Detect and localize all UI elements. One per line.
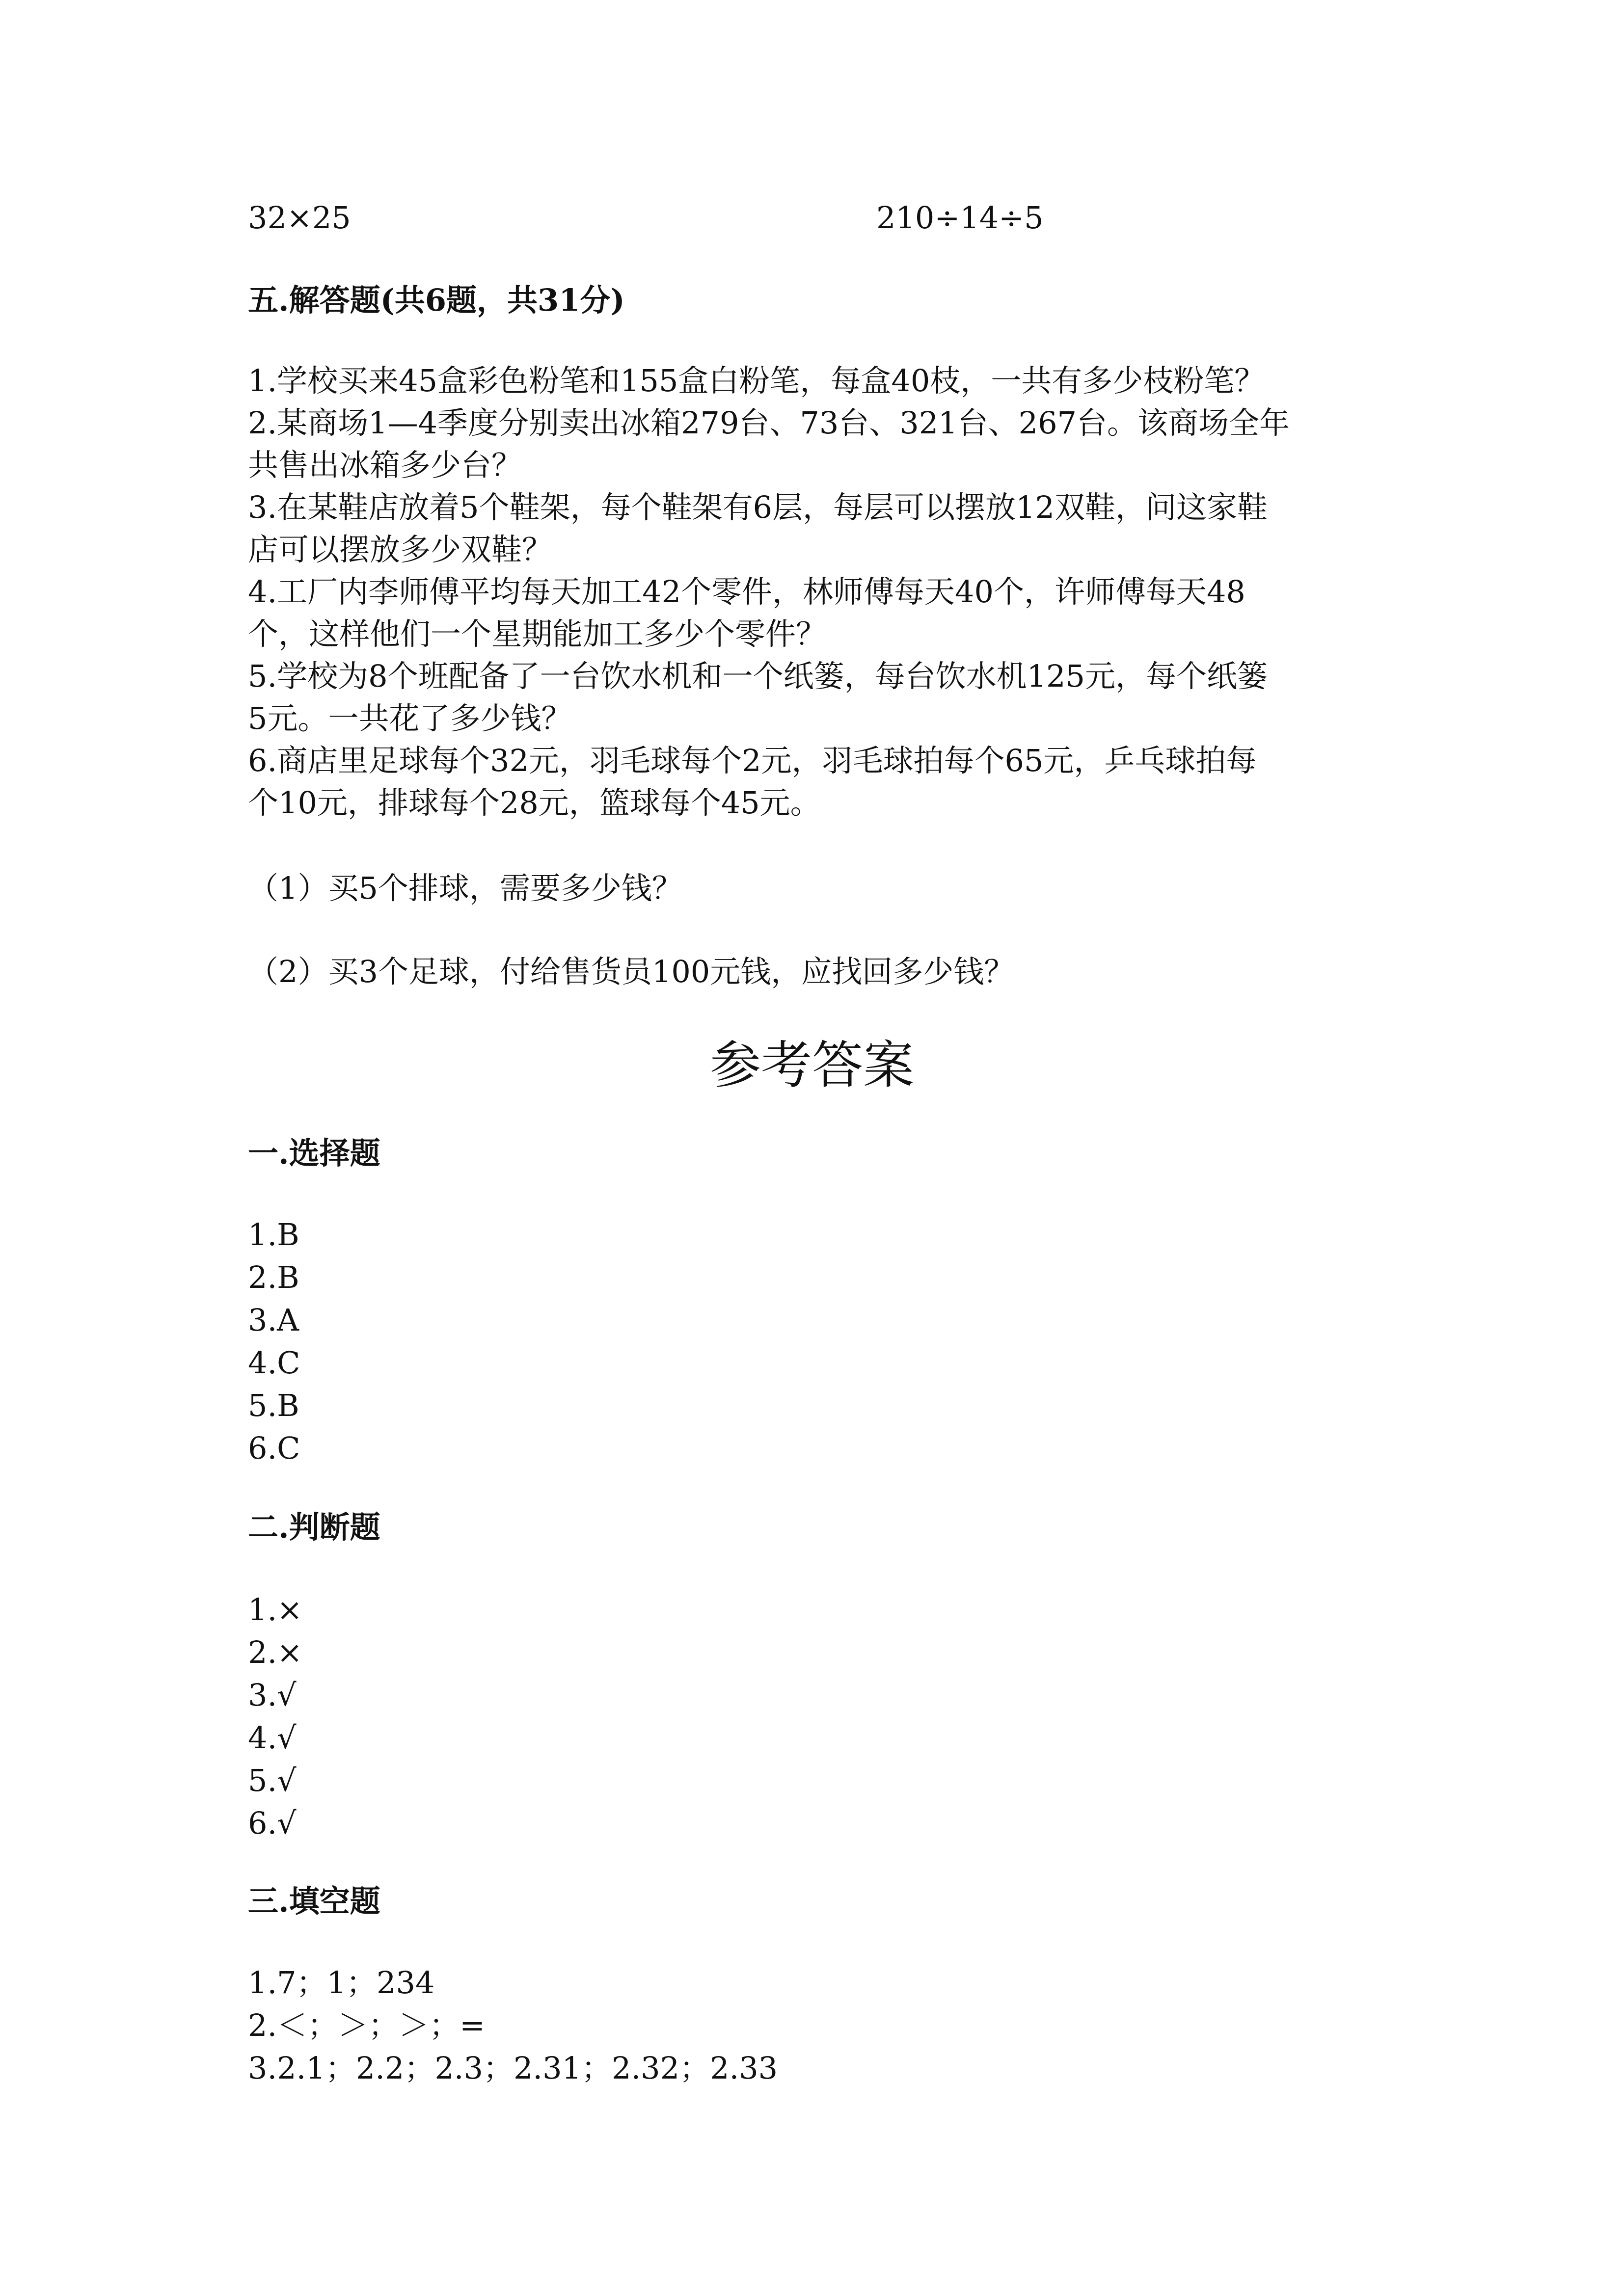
problem-line: 1.学校买来45盒彩色粉笔和155盒白粉笔，每盒40枝，一共有多少枝粉笔？: [248, 363, 1265, 399]
answers-s3-heading: 三.填空题: [248, 1883, 380, 1919]
answer-item: 2.B: [248, 1259, 299, 1295]
answer-item: 1.×: [248, 1592, 303, 1628]
calc-right: 210÷14÷5: [876, 200, 1044, 236]
answers-title: 参考答案: [709, 1035, 914, 1095]
problem-line: 5元。一共花了多少钱？: [248, 700, 572, 736]
answer-item: 6.√: [248, 1805, 297, 1841]
problem-line: 个，这样他们一个星期能加工多少个零件？: [248, 616, 827, 652]
answer-item: 1.B: [248, 1217, 299, 1253]
sub-question-1: （1）买5个排球，需要多少钱？: [248, 870, 682, 906]
answer-item: 4.C: [248, 1345, 300, 1381]
sub-question-2: （2）买3个足球，付给售货员100元钱，应找回多少钱？: [248, 954, 1015, 989]
answers-s1-heading: 一.选择题: [248, 1135, 380, 1171]
answer-item: 3.A: [248, 1302, 299, 1338]
problem-line: 3.在某鞋店放着5个鞋架，每个鞋架有6层，每层可以摆放12双鞋，问这家鞋: [248, 489, 1268, 525]
answer-item: 3.√: [248, 1677, 297, 1713]
problem-line: 6.商店里足球每个32元，羽毛球每个2元，羽毛球拍每个65元，乒乓球拍每: [248, 743, 1257, 778]
calc-left: 32×25: [248, 200, 351, 236]
problem-line: 个10元，排球每个28元，篮球每个45元。: [248, 785, 821, 821]
problem-line: 5.学校为8个班配备了一台饮水机和一个纸篓，每台饮水机125元，每个纸篓: [248, 658, 1268, 694]
answer-item: 5.√: [248, 1762, 297, 1798]
answer-item: 1.7；1；234: [248, 1965, 435, 2001]
answer-item: 4.√: [248, 1720, 297, 1756]
answer-item: 5.B: [248, 1388, 299, 1423]
answer-item: 2.＜；＞；＞；=: [248, 2007, 486, 2043]
answer-item: 2.×: [248, 1634, 303, 1670]
problem-line: 店可以摆放多少双鞋？: [248, 532, 553, 567]
problem-line: 2.某商场1—4季度分别卖出冰箱279台、73台、321台、267台。该商场全年: [248, 405, 1290, 441]
answers-s2-heading: 二.判断题: [248, 1509, 380, 1545]
problem-line: 4.工厂内李师傅平均每天加工42个零件，林师傅每天40个，许师傅每天48: [248, 574, 1245, 610]
section5-heading: 五.解答题(共6题，共31分): [248, 282, 625, 318]
problem-line: 共售出冰箱多少台？: [248, 447, 522, 483]
answer-item: 3.2.1；2.2；2.3；2.31；2.32；2.33: [248, 2050, 778, 2086]
answer-item: 6.C: [248, 1430, 300, 1466]
